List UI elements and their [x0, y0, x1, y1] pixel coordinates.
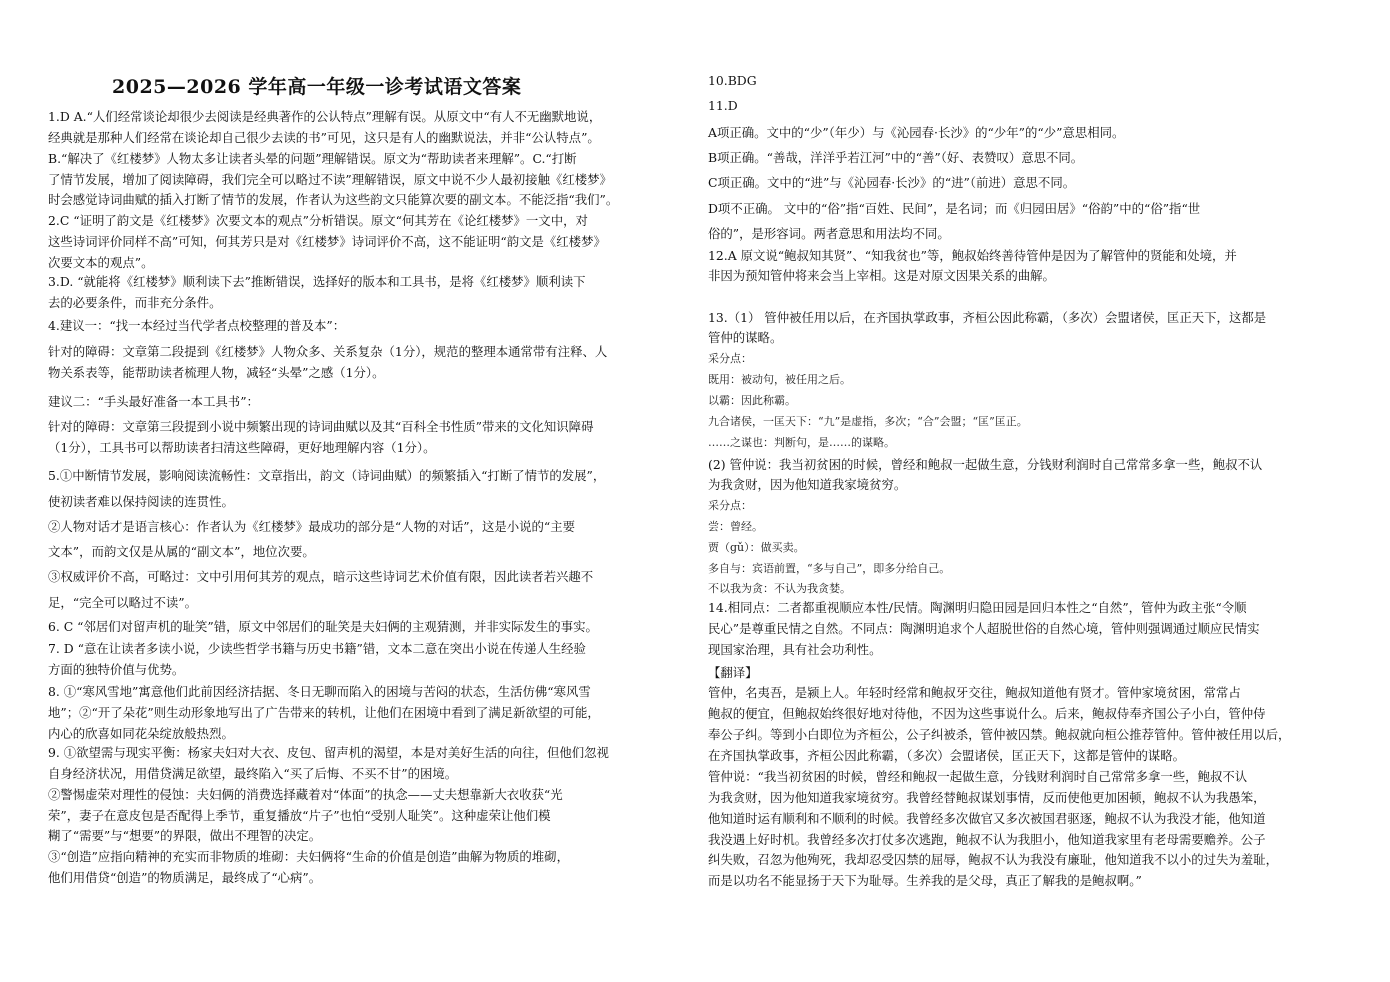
answer-line: B.“解决了《红楼梦》人物太多让读者头晕的问题”理解错误。原文为“帮助读者来理解”。C.“打断: [48, 151, 577, 166]
answer-line: 俗的”，是形容词。两者意思和用法均不同。: [708, 226, 950, 241]
answer-line: 地”；②“开了朵花”则生动形象地写出了广告带来的转机，让他们在困境中看到了满足新欲望的可能，: [48, 705, 600, 720]
answer-line: 不以我为贪：不认为我贪婪。: [708, 582, 851, 595]
answer-line: 11.D: [708, 98, 738, 113]
answer-line: 他知道时运有顺利和不顺利的时候。我曾经多次做官又多次被国君驱逐，鲍叔不认为我没才能，他知道: [708, 811, 1266, 826]
answer-line: ……之谋也：判断句，是……的谋略。: [708, 436, 895, 449]
page-title: 2025—2026 学年高一年级一诊考试语文答案: [112, 76, 522, 98]
answer-line: A项正确。文中的“少”（年少）与《沁园春·长沙》的“少年”的“少”意思相同。: [708, 125, 1125, 140]
answer-line: 建议二：“手头最好准备一本工具书”：: [48, 394, 259, 409]
answer-line: 时会感觉诗词曲赋的插入打断了情节的发展，作者认为这些韵文只能算次要的副文本。不能泛指“我们”。: [48, 192, 619, 207]
answer-line: 现国家治理，具有社会功利性。: [708, 642, 882, 657]
answer-line: 13.（1） 管仲被任用以后，在齐国执掌政事，齐桓公因此称霸，（多次）会盟诸侯，匡正天下，这都是: [708, 310, 1267, 325]
answer-line: 针对的障碍：文章第三段提到小说中频繁出现的诗词曲赋以及其“百科全书性质”带来的文化知识障碍: [48, 419, 594, 434]
answer-line: 6. C “邻居们对留声机的耻笑”错，原文中邻居们的耻笑是夫妇俩的主观猜测，并非实际发生的事实。: [48, 619, 598, 634]
answer-line: 14.相同点：二者都重视顺应本性/民情。陶渊明归隐田园是回归本性之“自然”，管仲为政主张“令顺: [708, 600, 1247, 615]
answer-line: 物关系表等，能帮助读者梳理人物，减轻“头晕”之感（1分）。: [48, 365, 385, 380]
answer-line: 自身经济状况，用借贷满足欲望，最终陷入“买了后悔、不买不甘”的困境。: [48, 766, 458, 781]
answer-line: 文本”，而韵文仅是从属的“副文本”，地位次要。: [48, 544, 315, 559]
answer-line: 【翻译】: [708, 665, 758, 680]
answer-line: 管仲的谋略。: [708, 330, 783, 345]
answer-line: 2.C “证明了韵文是《红楼梦》次要文本的观点”分析错误。原文“何其芳在《论红楼梦》一文中，对: [48, 213, 588, 228]
answer-line: 尝：曾经。: [708, 520, 763, 533]
answer-line: （1分），工具书可以帮助读者扫清这些障碍，更好地理解内容（1分）。: [48, 440, 436, 455]
answer-line: 在齐国执掌政事，齐桓公因此称霸，（多次）会盟诸侯，匡正天下，这都是管仲的谋略。: [708, 748, 1186, 763]
answer-line: 纠失败，召忽为他殉死，我却忍受囚禁的屈辱，鲍叔不认为我没有廉耻，他知道我不以小的过失为羞耻，: [708, 852, 1278, 867]
answer-line: 既用：被动句，被任用之后。: [708, 373, 851, 386]
answer-line: 为我贪财，因为他知道我家境贫穷。: [708, 477, 907, 492]
answer-line: B项正确。“善哉，洋洋乎若江河”中的“善”（好、表赞叹）意思不同。: [708, 150, 1084, 165]
answer-line: 糊了“需要”与“想要”的界限，做出不理智的决定。: [48, 828, 322, 843]
answer-line: 管仲，名夷吾，是颍上人。年轻时经常和鲍叔牙交往，鲍叔知道他有贤才。管仲家境贫困，常常占: [708, 685, 1241, 700]
answer-line: 9. ①欲望需与现实平衡：杨家夫妇对大衣、皮包、留声机的渴望，本是对美好生活的向往，但他们忽视: [48, 745, 609, 760]
answer-line: 7. D “意在让读者多读小说，少读些哲学书籍与历史书籍”错，文本二意在突出小说在传递人生经验: [48, 641, 586, 656]
answer-line: C项正确。文中的“进”与《沁园春·长沙》的“进”（前进）意思不同。: [708, 175, 1076, 190]
answer-line: 4.建议一：“找一本经过当代学者点校整理的普及本”：: [48, 318, 346, 333]
answer-line: 5.①中断情节发展，影响阅读流畅性：文章指出，韵文（诗词曲赋）的频繁插入“打断了情节的发展”，: [48, 468, 606, 483]
answer-line: 12.A 原文说“鲍叔知其贤”、“知我贫也”等，鲍叔始终善待管仲是因为了解管仲的贤能和处境，并: [708, 248, 1237, 263]
answer-line: 多自与：宾语前置，“多与自己”，即多分给自己。: [708, 562, 951, 575]
answer-line: 鲍叔的便宜，但鲍叔始终很好地对待他，不因为这些事说什么。后来，鲍叔侍奉齐国公子小白，管仲侍: [708, 706, 1266, 721]
answer-line: 贾（gǔ）：做买卖。: [708, 541, 805, 554]
answer-line: ③“创造”应指向精神的充实而非物质的堆砌：夫妇俩将“生命的价值是创造”曲解为物质的堆砌，: [48, 849, 569, 864]
answer-line: 我没遇上好时机。我曾经多次打仗多次逃跑，鲍叔不认为我胆小，他知道我家里有老母需要赡养。公子: [708, 832, 1266, 847]
answer-line: 荣”，妻子在意皮包是否配得上季节，重复播放“片子”也怕“受别人耻笑”。这种虚荣让他们模: [48, 808, 551, 823]
answer-line: 管仲说：“我当初贫困的时候，曾经和鲍叔一起做生意，分钱财利润时自己常常多拿一些，鲍叔不认: [708, 769, 1248, 784]
answer-line: 内心的欣喜如同花朵绽放般热烈。: [48, 726, 234, 741]
answer-line: 针对的障碍：文章第二段提到《红楼梦》人物众多、关系复杂（1分），规范的整理本通常带有注释、人: [48, 344, 608, 359]
answer-line: 采分点：: [708, 499, 752, 512]
answer-line: 经典就是那种人们经常在谈论却自己很少去读的书”可见，这只是有人的幽默说法，并非“公认特点”。: [48, 130, 600, 145]
answer-line: 采分点：: [708, 352, 752, 365]
answer-line: 使初读者难以保持阅读的连贯性。: [48, 494, 234, 509]
answer-line: 民心”是尊重民情之自然。不同点：陶渊明追求个人超脱世俗的自然心境，管仲则强调通过顺应民情实: [708, 621, 1260, 636]
answer-line: 为我贪财，因为他知道我家境贫穷。我曾经替鲍叔谋划事情，反而使他更加困顿，鲍叔不认为我愚笨，: [708, 790, 1266, 805]
answer-line: 九合诸侯，一匡天下：“九”是虚指，多次；“合”会盟；“匡”匡正。: [708, 415, 1028, 428]
answer-line: 1.D A.“人们经常谈论却很少去阅读是经典著作的公认特点”理解有误。从原文中“有人不无幽默地说，: [48, 109, 602, 124]
answer-line: D项不正确。 文中的“俗”指“百姓、民间”，是名词；而《归园田居》“俗韵”中的“俗”指“世: [708, 201, 1201, 216]
answer-line: 方面的独特价值与优势。: [48, 662, 185, 677]
answer-line: 足，“完全可以略过不读”。: [48, 595, 197, 610]
answer-line: 奉公子纠。等到小白即位为齐桓公，公子纠被杀，管仲被囚禁。鲍叔就向桓公推荐管仲。管仲被任用以后，: [708, 727, 1291, 742]
answer-line: ③权威评价不高，可略过：文中引用何其芳的观点，暗示这些诗词艺术价值有限，因此读者若兴趣不: [48, 569, 594, 584]
answer-line: (2) 管仲说：我当初贫困的时候，曾经和鲍叔一起做生意，分钱财利润时自己常常多拿一些，鲍叔不认: [708, 457, 1263, 472]
answer-line: 次要文本的观点”。: [48, 255, 154, 270]
answer-line: 8. ①“寒风雪地”寓意他们此前因经济拮据、冬日无聊而陷入的困境与苦闷的状态，生活仿佛“寒风雪: [48, 684, 591, 699]
answer-line: 这些诗词评价同样不高”可知，何其芳只是对《红楼梦》诗词评价不高，这不能证明“韵文是《红楼梦》: [48, 234, 606, 249]
answer-line: 3.D. “就能将《红楼梦》顺利读下去”推断错误，选择好的版本和工具书，是将《红楼梦》顺利读下: [48, 274, 586, 289]
answer-line: 去的必要条件，而非充分条件。: [48, 295, 222, 310]
answer-line: 非因为预知管仲将来会当上宰相。这是对原文因果关系的曲解。: [708, 268, 1055, 283]
answer-line: 而是以功名不能显扬于天下为耻辱。生养我的是父母，真正了解我的是鲍叔啊。”: [708, 873, 1142, 888]
answer-line: 他们用借贷“创造”的物质满足，最终成了“心病”。: [48, 870, 322, 885]
answer-line: 了情节发展，增加了阅读障碍，我们完全可以略过不读”理解错误，原文中说不少人最初接触《红楼梦》: [48, 172, 612, 187]
answer-line: 以霸：因此称霸。: [708, 394, 796, 407]
answer-line: 10.BDG: [708, 73, 757, 88]
answer-line: ②警惕虚荣对理性的侵蚀：夫妇俩的消费选择藏着对“体面”的执念——丈夫想靠新大衣收获“光: [48, 787, 563, 802]
answer-line: ②人物对话才是语言核心：作者认为《红楼梦》最成功的部分是“人物的对话”，这是小说的“主要: [48, 519, 576, 534]
